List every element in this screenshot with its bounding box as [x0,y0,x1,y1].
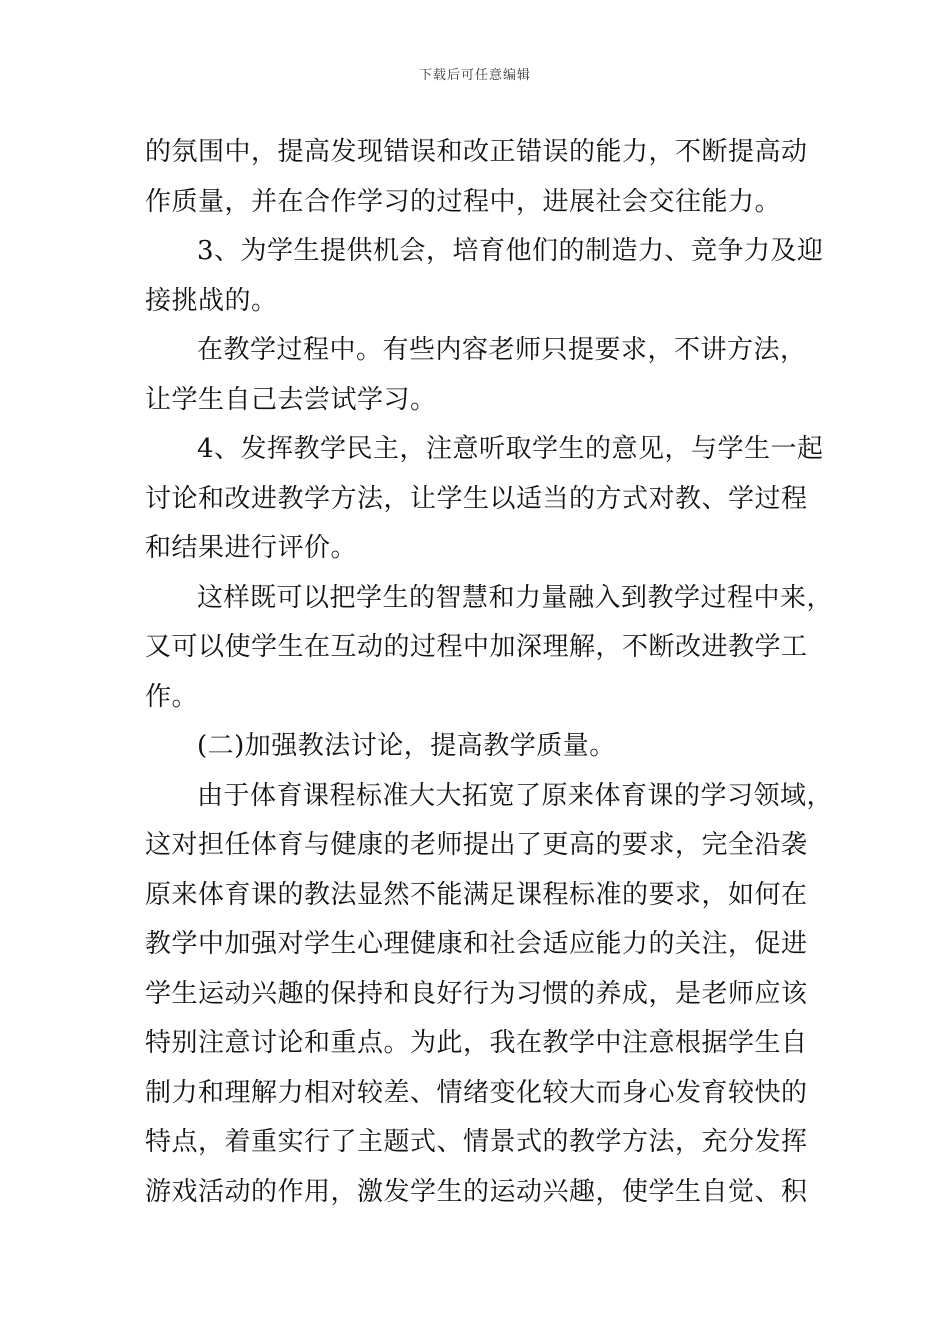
text-line: 制力和理解力相对较差、情绪变化较大而身心发育较快的 [145,1077,808,1108]
text-line: 特别注意讨论和重点。为此，我在教学中注意根据学生自 [145,1028,808,1058]
text-line: 3、为学生提供机会，培育他们的制造力、竞争力及迎 [197,236,824,266]
text-line: 在教学过程中。有些内容老师只提要求，不讲方法， [197,335,807,365]
text-line: 教学中加强对学生心理健康和社会适应能力的关注，促进 [145,929,808,959]
document-body [145,128,834,1217]
text-line: 原来体育课的教法显然不能满足课程标准的要求，如何在 [145,879,808,910]
text-line: 的氛围中，提高发现错误和改正错误的能力，不断提高动 [145,137,808,167]
text-line: 这样既可以把学生的智慧和力量融入到教学过程中来， [197,582,834,613]
text-line: 这对担任体育与健康的老师提出了更高的要求，完全沿袭 [145,830,808,860]
text-line: 接挑战的。 [145,285,278,316]
text-line: 让学生自己去尝试学习。 [145,384,437,415]
text-line: 作。 [145,681,199,712]
text-line: 学生运动兴趣的保持和良好行为习惯的养成，是老师应该 [145,978,808,1009]
text-line: 又可以使学生在互动的过程中加深理解，不断改进教学工 [145,632,808,662]
text-line: 特点，着重实行了主题式、情景式的教学方法，充分发挥 [145,1127,808,1157]
text-line: 游戏活动的作用，激发学生的运动兴趣，使学生自觉、积 [145,1176,808,1207]
text-line: 由于体育课程标准大大拓宽了原来体育课的学习领域， [197,780,834,811]
section-heading: (二)加强教法讨论，提高教学质量。 [197,731,616,761]
text-line: 作质量，并在合作学习的过程中，进展社会交往能力。 [145,186,782,217]
page-header: 下载后可任意编辑 [418,68,531,83]
text-line: 讨论和改进教学方法，让学生以适当的方式对教、学过程 [145,483,808,514]
text-line: 和结果进行评价。 [145,533,358,563]
text-line: 4、发挥教学民主，注意听取学生的意见，与学生一起 [197,434,824,464]
